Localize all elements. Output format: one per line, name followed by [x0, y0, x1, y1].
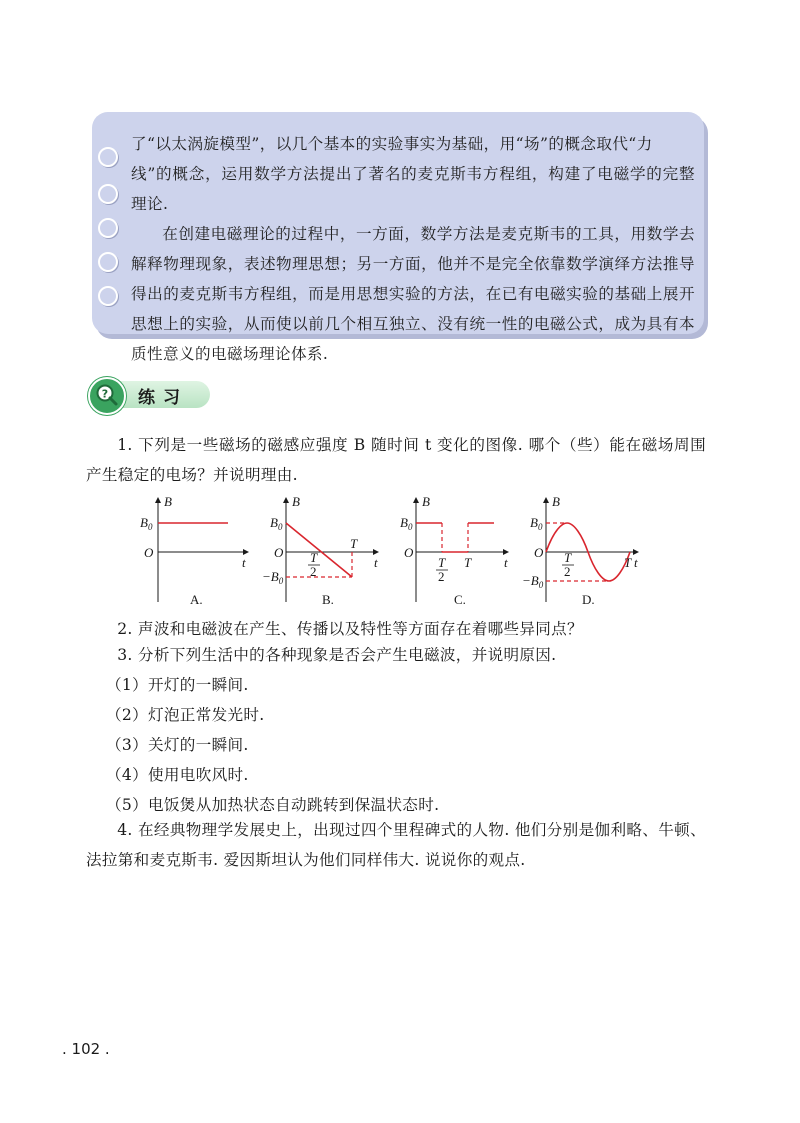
- axis-b-label: B: [164, 494, 172, 509]
- ring-icon: [98, 218, 118, 238]
- question-3-item: （3）关灯的一瞬间.: [106, 736, 249, 754]
- reading-paragraph-2: 在创建电磁理论的过程中，一方面，数学方法是麦克斯韦的工具，用数学去解释物理现象，表述物理思想；另一方面，他并不是完全依靠数学演绎方法推导得出的麦克斯韦方程组，而是用思想实验的方法，在已有电磁实验的基础上展开思想上的实验，从而使以前几个相互独立、没有统一性的电磁公式，成为具有本质性意义的电磁场理论体系.: [131, 225, 695, 363]
- question-3-item: （2）灯泡正常发光时.: [106, 706, 265, 724]
- svg-text:−B0: $-B_0$: [262, 569, 284, 586]
- graph-c: [396, 490, 528, 618]
- svg-text:O: O: [404, 545, 414, 560]
- ring-icon: [98, 286, 118, 306]
- svg-text:−B0: $-B_0$: [522, 573, 544, 590]
- svg-text:2: 2: [438, 569, 445, 584]
- question-3-text: 3. 分析下列生活中的各种现象是否会产生电磁波，并说明原因.: [117, 646, 557, 664]
- svg-text:B0: $B_0$: [270, 515, 283, 532]
- svg-text:t: t: [504, 555, 508, 570]
- svg-text:B0: $B_0$: [400, 515, 413, 532]
- svg-text:B: B: [422, 494, 430, 509]
- svg-text:B: B: [552, 494, 560, 509]
- caption-b: B.: [322, 592, 334, 607]
- question-3-item: （1）开灯的一瞬间.: [106, 676, 249, 694]
- question-3: [86, 640, 706, 820]
- graph-d: [522, 490, 658, 618]
- exercise-title: 练习: [138, 388, 188, 408]
- caption-c: C.: [454, 592, 466, 607]
- svg-text:T: T: [350, 536, 358, 551]
- question-1: [86, 430, 706, 490]
- caption-a: A.: [190, 592, 203, 607]
- svg-text:B0: $B_0$: [530, 515, 543, 532]
- origin-label: O: [144, 545, 154, 560]
- svg-text:T: T: [438, 555, 446, 570]
- graph-a: [138, 490, 270, 618]
- b0-label: $B_0$: [140, 515, 153, 532]
- question-3-item: （5）电饭煲从加热状态自动跳转到保温状态时.: [106, 796, 440, 814]
- reading-line-2: 线”的概念，运用数学方法提出了著名的麦克斯韦方程组，构建了电磁学的完整理论.: [131, 165, 695, 213]
- svg-text:T: T: [464, 555, 472, 570]
- svg-text:O: O: [274, 545, 284, 560]
- svg-text:2: 2: [564, 564, 571, 579]
- ring-icon: [98, 184, 118, 204]
- question-4-text: 4. 在经典物理学发展史上，出现过四个里程碑式的人物. 他们分别是伽利略、牛顿、法拉第和麦克斯韦. 爱因斯坦认为他们同样伟大. 说说你的观点.: [86, 821, 706, 869]
- svg-text:?: ?: [101, 387, 109, 401]
- question-4: [86, 815, 706, 875]
- reading-line-1: 了“以太涡旋模型”，以几个基本的实验事实为基础，用“场”的概念取代“力: [131, 135, 653, 153]
- svg-text:T: T: [564, 550, 572, 565]
- ring-icon: [98, 252, 118, 272]
- svg-text:T: T: [310, 550, 318, 565]
- axis-t-label: t: [242, 555, 246, 570]
- ring-icon: [98, 147, 118, 167]
- svg-text:B: B: [292, 494, 300, 509]
- reading-text: [131, 129, 695, 369]
- svg-text:t: t: [374, 555, 378, 570]
- svg-text:t: t: [634, 555, 638, 570]
- curve-b: [286, 523, 352, 577]
- question-3-item: （4）使用电吹风时.: [106, 766, 249, 784]
- svg-text:2: 2: [310, 564, 317, 579]
- svg-text:T: T: [624, 555, 632, 570]
- question-1-text: 1. 下列是一些磁场的磁感应强度 B 随时间 t 变化的图像. 哪个（些）能在磁场周围产生稳定的电场？并说明理由.: [86, 436, 706, 484]
- exercise-banner: [88, 377, 214, 411]
- question-2-text: 2. 声波和电磁波在产生、传播以及特性等方面存在着哪些异同点？: [117, 620, 583, 638]
- magnifier-question-icon: [88, 377, 126, 415]
- graph-b: [262, 490, 398, 618]
- page-number: . 102 .: [62, 1040, 110, 1058]
- caption-d: D.: [582, 592, 595, 607]
- svg-text:O: O: [534, 545, 544, 560]
